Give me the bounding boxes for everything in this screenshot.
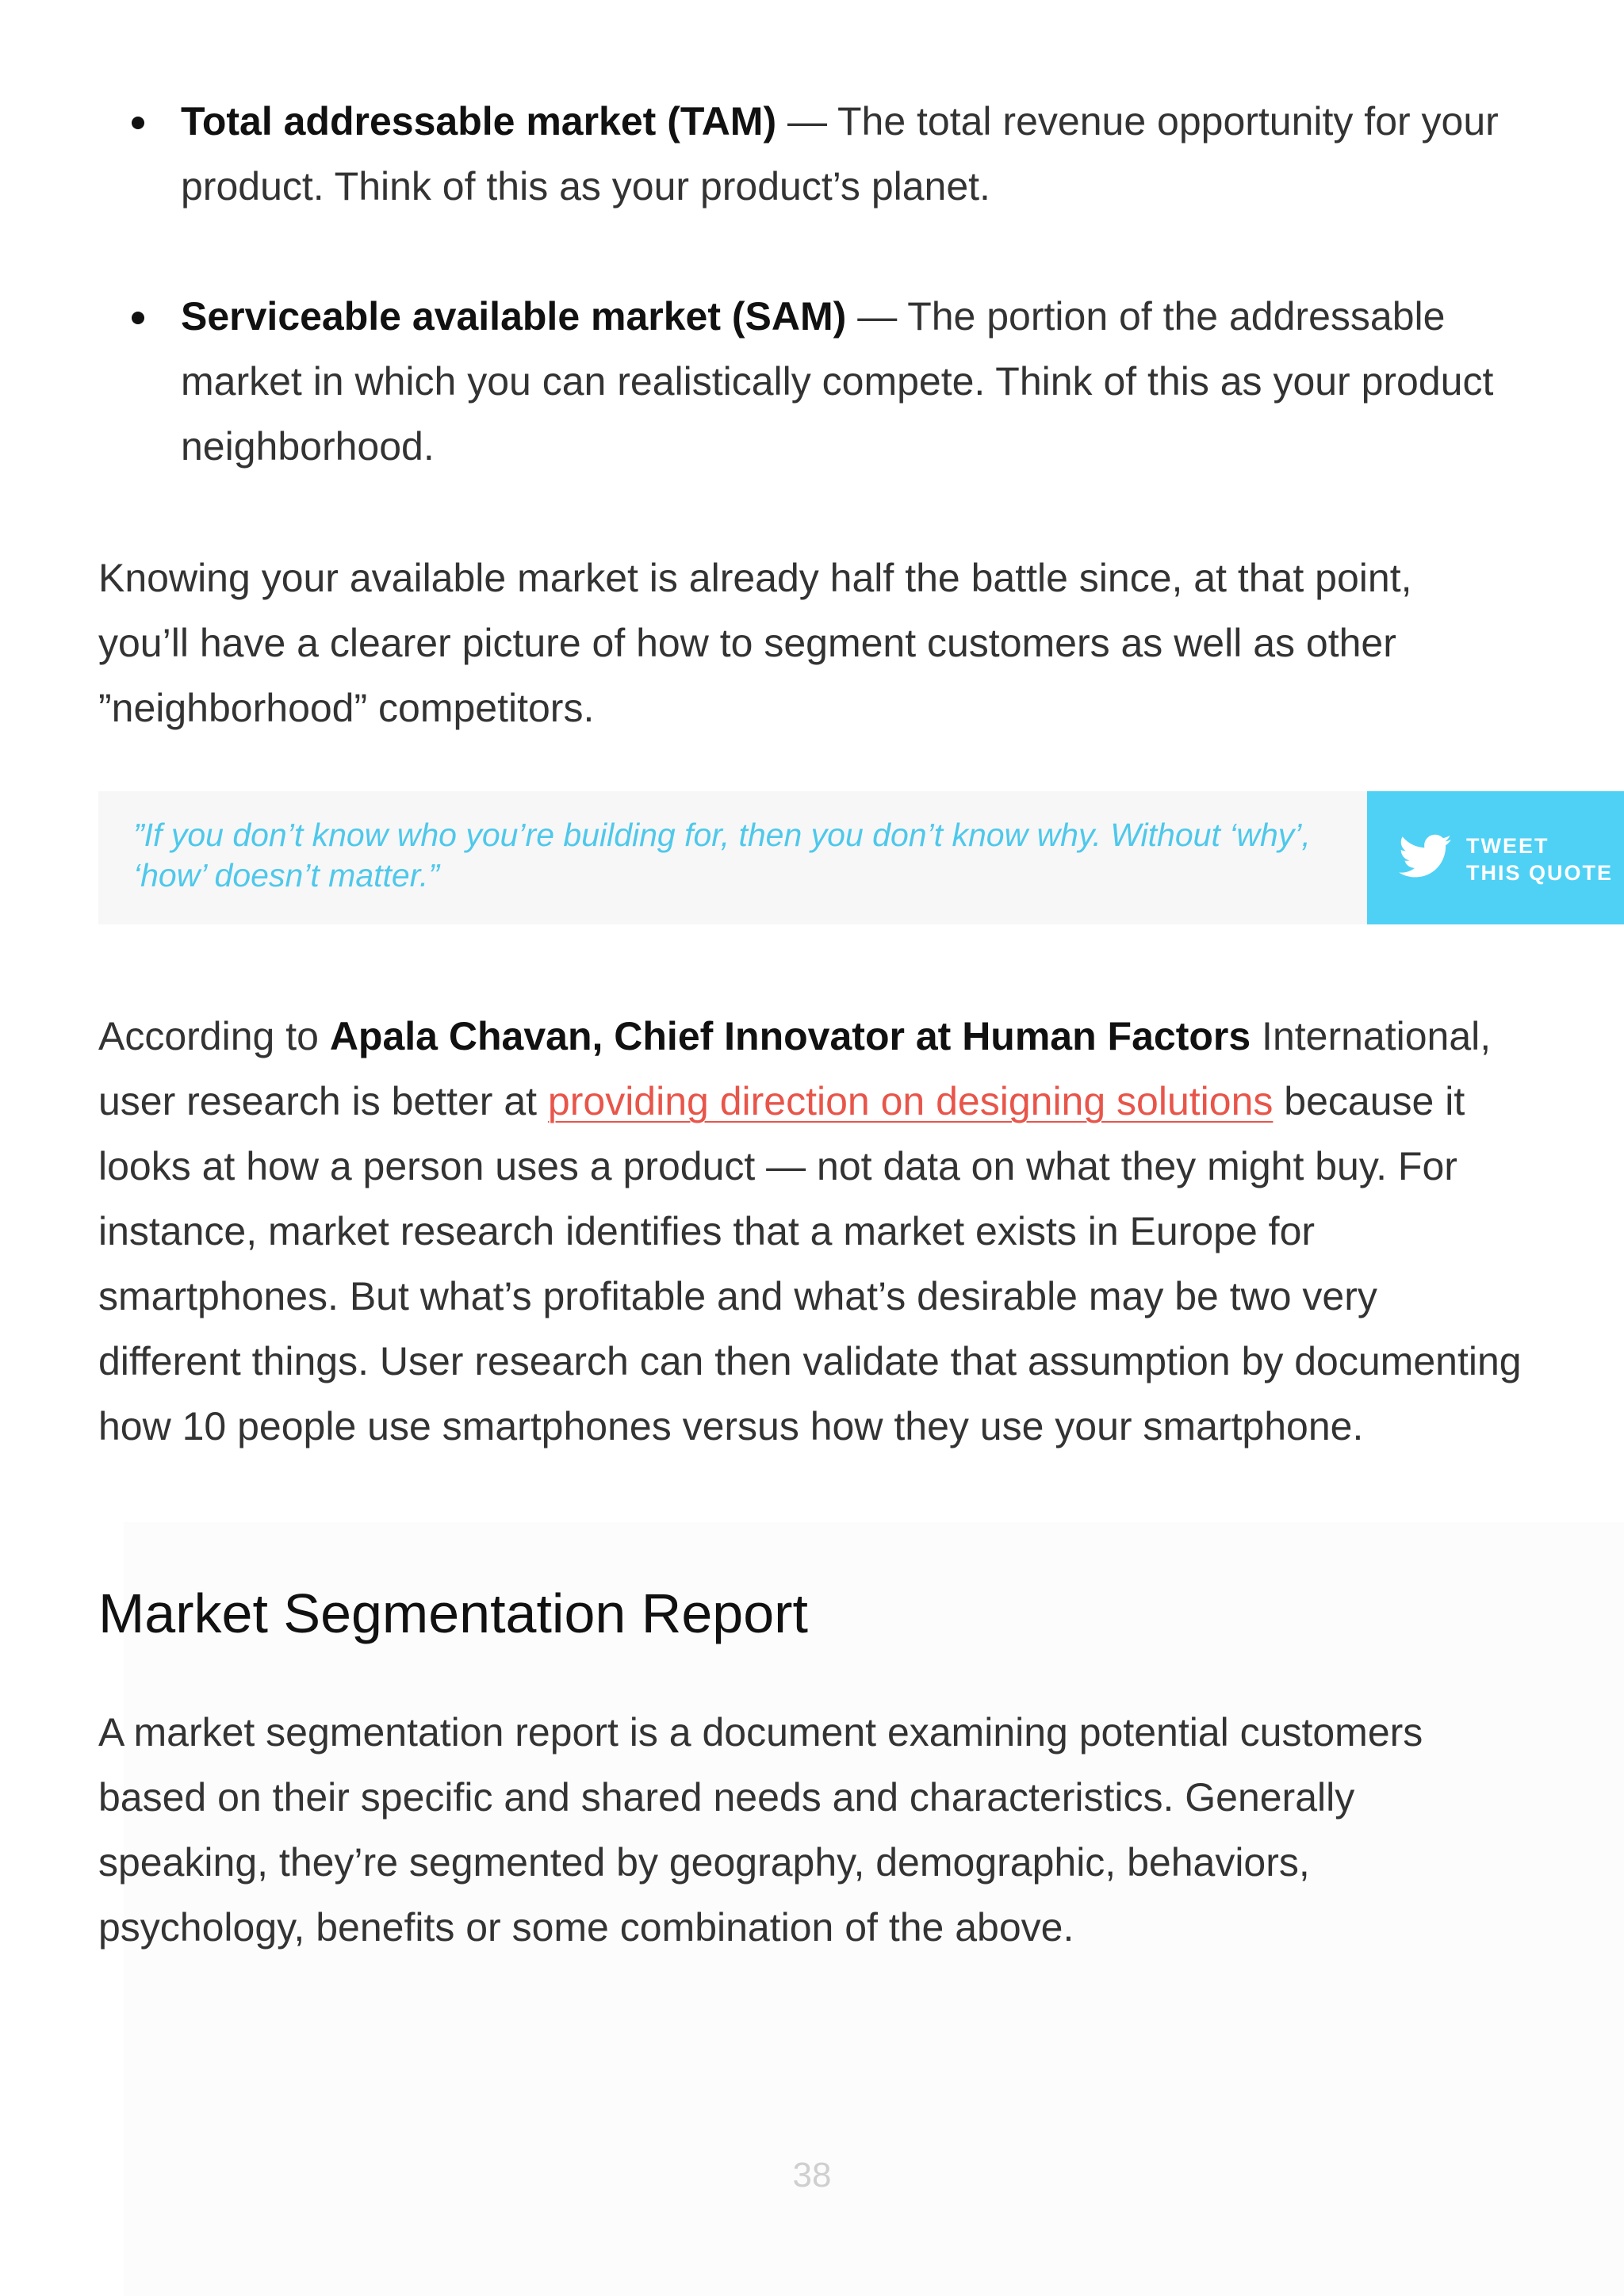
paragraph-user-research	[98, 1004, 1526, 1459]
paragraph-lead: According to	[98, 1014, 330, 1058]
paragraph-segmentation: A market segmentation report is a document examining potential customers based on their specific and shared needs and characteristics. Generally speaking, they’re segmented by geography, demographic, behaviors, psychology, benefits or some combination of the above.	[98, 1710, 1423, 1950]
paragraph-available-market: Knowing your available market is already half the battle since, at that point, you’ll have a clearer picture of how to segment customers as well as other ”neighborhood” competitors.	[98, 556, 1412, 730]
design-direction-link[interactable]: providing direction on designing solutions	[547, 1079, 1274, 1123]
tweet-quote-button[interactable]	[1367, 791, 1624, 924]
definition-tam: — The total revenue opportunity for your product. Think of this as your product’s planet.	[181, 99, 1499, 209]
paragraph-middle: International, user research is better at	[98, 1014, 1492, 1123]
list-item-sam	[98, 284, 1526, 479]
section-heading: Market Segmentation Report	[98, 1582, 808, 1644]
paragraph-rest: because it looks at how a person uses a product — not data on what they might buy. For instance, market research identifies that a market exists in Europe for smartphones. But what’s profitable and what’s desirable may be two very different things. User research can then validate that assumption by documenting how 10 people use smartphones versus how they use your smartphone.	[98, 1079, 1522, 1448]
pull-quote	[98, 791, 1367, 924]
page-number: 38	[792, 2156, 832, 2195]
tweet-button-label: TWEET THIS QUOTE	[1466, 834, 1614, 885]
bullet-dot	[132, 117, 144, 129]
definition-sam: — The portion of the addressable market in which you can realistically compete. Think of this as your product neighborhood.	[181, 294, 1494, 469]
market-definitions-list	[98, 89, 1526, 544]
term-tam: Total addressable market (TAM)	[181, 99, 777, 144]
pull-quote-text: ”If you don’t know who you’re building for, then you don’t know why. Without ‘why’, ‘how’ doesn’t matter.”	[133, 817, 1311, 894]
term-sam: Serviceable available market (SAM)	[181, 294, 847, 339]
bullet-dot	[132, 312, 144, 324]
list-item-tam	[98, 89, 1526, 219]
expert-name: Apala Chavan, Chief Innovator at Human Factors	[329, 1014, 1251, 1058]
twitter-bird-icon	[1399, 834, 1451, 878]
